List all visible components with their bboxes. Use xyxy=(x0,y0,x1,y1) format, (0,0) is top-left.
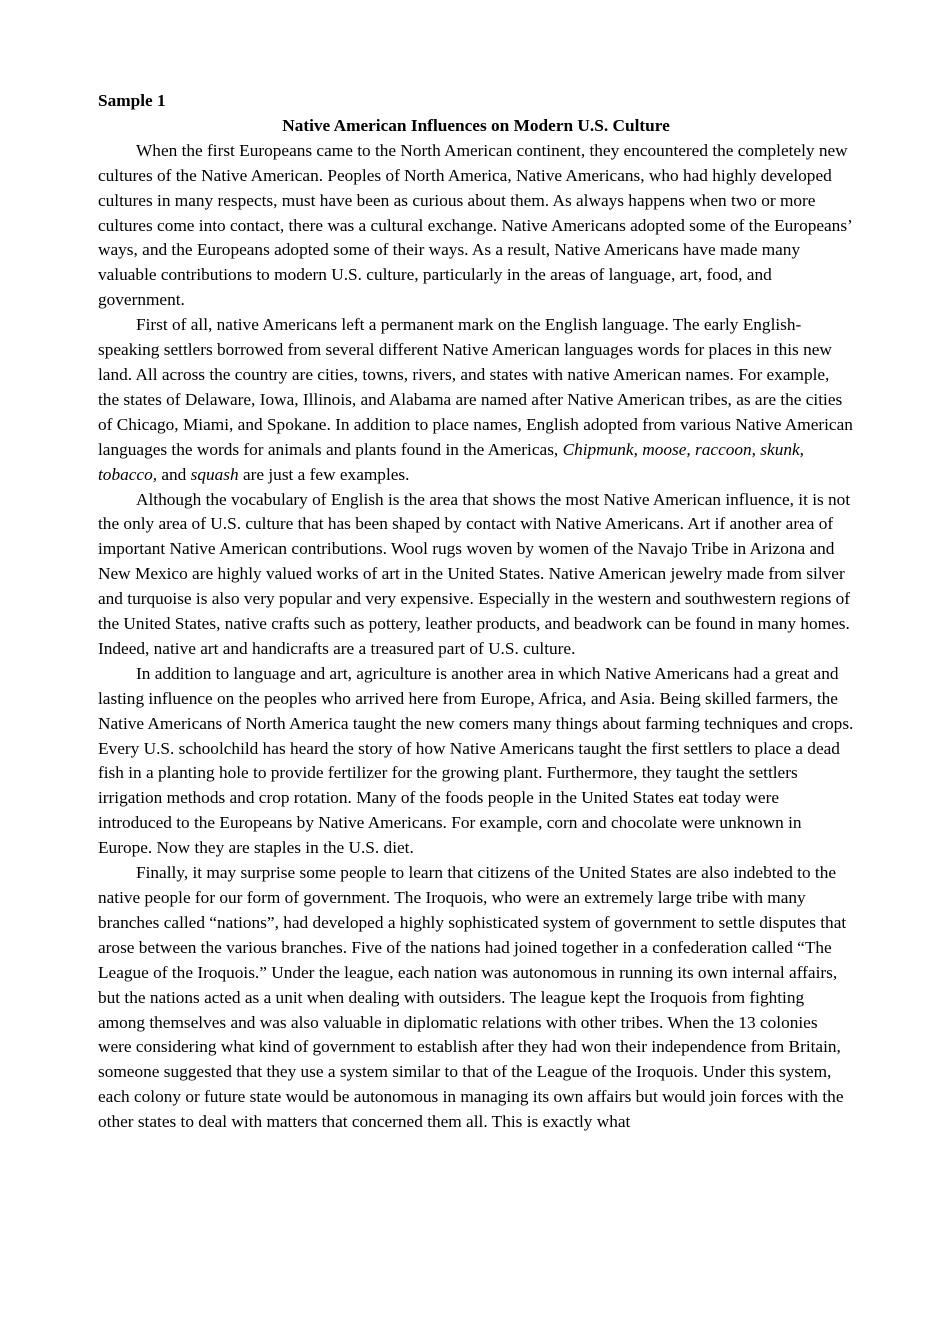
italic-word-list: Chipmunk, moose, raccoon, skunk, tobacco, xyxy=(98,439,804,484)
paragraph-art: Although the vocabulary of English is the area that shows the most Native American influence, it is not the only area of U.S. culture that has been shaped by contact with Native Americans. Art if another area of important Native American contributions. Wool rugs woven by women of the Navajo Tribe in Arizona and New Mexico are highly valued works of art in the United States. Native American jewelry made from silver and turquoise is also very popular and very expensive. Especially in the western and southwestern regions of the United States, native crafts such as pottery, leather products, and beadwork can be found in many homes. Indeed, native art and handicrafts are a treasured part of U.S. culture. xyxy=(98,489,851,658)
paragraph-language-text-b: and xyxy=(157,464,191,484)
sample-label: Sample 1 xyxy=(98,91,166,110)
paragraph-agriculture: In addition to language and art, agriculture is another area in which Native Americans had a great and lasting influence on the peoples who arrived here from Europe, Africa, and Asia. Being skilled farmers, the Native Americans of North America taught the new comers many things about farming techniques and crops. Every U.S. schoolchild has heard the story of how Native Americans taught the first settlers to place a dead fish in a planting hole to provide fertilizer for the growing plant. Furthermore, they taught the settlers irrigation methods and crop rotation. Many of the foods people in the United States eat today were introduced to the Europeans by Native Americans. For example, corn and chocolate were unknown in Europe. Now they are staples in the U.S. diet. xyxy=(98,663,854,858)
document-page xyxy=(98,89,854,1135)
paragraph-language-text-a: First of all, native Americans left a permanent mark on the English language. The early English-speaking settlers borrowed from several different Native American languages words for places in this new land. All across the country are cities, towns, rivers, and states with native American names. For example, the states of Delaware, Iowa, Illinois, and Alabama are named after Native American tribes, as are the cities of Chicago, Miami, and Spokane. In addition to place names, English adopted from various Native American languages the words for animals and plants found in the Americas, xyxy=(98,315,853,459)
paragraph-language-text-c: are just a few examples. xyxy=(238,464,410,484)
paragraph-introduction: When the first Europeans came to the North American continent, they encountered the completely new cultures of the Native American. Peoples of North America, Native Americans, who had highly developed cultures in many respects, must have been as curious about them. As always happens when two or more cultures come into contact, there was a cultural exchange. Native Americans adopted some of the Europeans’ ways, and the Europeans adopted some of their ways. As a result, Native Americans have made many valuable contributions to modern U.S. culture, particularly in the areas of language, art, food, and government. xyxy=(98,140,852,310)
italic-word-squash: squash xyxy=(190,464,239,484)
paragraph-government: Finally, it may surprise some people to learn that citizens of the United States are also indebted to the native people for our form of government. The Iroquois, who were an extremely large tribe with many branches called “nations”, had developed a highly sophisticated system of government to settle disputes that arose between the various branches. Five of the nations had joined together in a confederation called “The League of the Iroquois.” Under the league, each nation was autonomous in running its own internal affairs, but the nations acted as a unit when dealing with outsiders. The league kept the Iroquois from fighting among themselves and was also valuable in diplomatic relations with other tribes. When the 13 colonies were considering what kind of government to establish after they had won their independence from Britain, someone suggested that they use a system similar to that of the League of the Iroquois. Under this system, each colony or future state would be autonomous in managing its own affairs but would join forces with the other states to deal with matters that concerned them all. This is exactly what xyxy=(98,863,847,1132)
paragraph-language xyxy=(98,313,854,487)
essay-title: Native American Influences on Modern U.S. Culture xyxy=(282,115,670,135)
